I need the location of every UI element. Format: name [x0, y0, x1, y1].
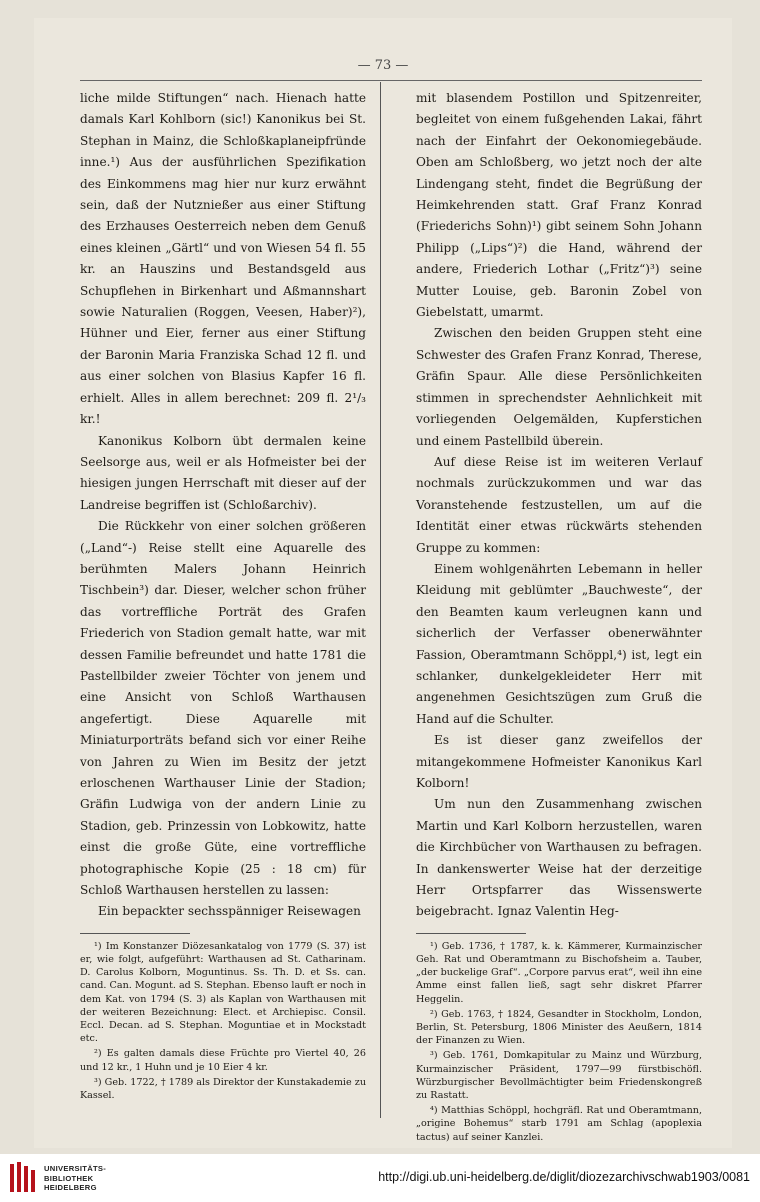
right-paragraph-2: Zwischen den beiden Gruppen steht eine Schwester des Grafen Franz Konrad, Therese, Gräfin Spaur. Alle diese Persönlichkeiten stimmen in sprechendster Aehnlichkeit mit vorliegenden Oelgemälden, Kupferstichen und einem Pastellbild überein.	[416, 326, 702, 448]
right-footnote-2: ²) Geb. 1763, † 1824, Gesandter in Stockholm, London, Berlin, St. Petersburg, 1806 Minister des Aeußern, 1814 der Finanzen zu Wien.	[416, 1008, 702, 1047]
footer-bar	[0, 1154, 760, 1202]
logo-stripe	[24, 1166, 28, 1192]
right-paragraph-3: Auf diese Reise ist im weiteren Verlauf nochmals zurückzukommen und war das Voranstehende festzustellen, um auf die Identität einer etwas rückwärts stehenden Gruppe zu kommen:	[416, 454, 702, 555]
library-name-line: HEIDELBERG	[44, 1183, 97, 1193]
left-footnote-1: ¹) Im Konstanzer Diözesankatalog von 1779 (S. 37) ist er, wie folgt, aufgeführt: Warthausen ad St. Catharinam. D. Carolus Kolborn, Moguntinus. Ss. Th. D. et Ss. can. cand. Can. Mogunt. ad S. Stephan. Ebenso lauft er noch in dem Kat. von 1794 (S. 3) als Kaplan von Warthausen mit der weiteren Bezeichnung: Elect. et Archiepisc. Consil. Eccl. Decan. ad S. Stephan. Moguntiae et in Mockstadt etc.	[80, 940, 366, 1045]
document-page	[34, 18, 732, 1148]
right-paragraph-1: mit blasendem Postillon und Spitzenreiter, begleitet von einem fußgehenden Lakai, fährt nach der Einfahrt der Oekonomiegebäude. Oben am Schloßberg, wo jetzt noch der alte Lindengang steht, findet die Begrüßung der Heimkehrenden statt. Graf Franz Konrad (Friederichs Sohn)¹) gibt seinem Sohn Johann Philipp („Lips“)²) die Hand, während der andere, Friederich Lothar („Fritz“)³) seine Mutter Louise, geb. Baronin Zobel von Giebelstatt, umarmt.	[416, 91, 702, 320]
left-paragraph-1: liche milde Stiftungen“ nach. Hienach hatte damals Karl Kohlborn (sic!) Kanonikus bei St. Stephan in Mainz, die Schloßkaplaneipfründe inne.¹) Aus der ausführlichen Spezifikation des Einkommens mag hier nur kurz erwähnt sein, daß der Nutznießer aus einer Stiftung des Erzhauses Oesterreich neben dem Genuß eines kleinen „Gärtl“ und von Wiesen 54 fl. 55 kr. an Hauszins und Bestandsgeld aus Schupflehen in Birkenhart und Aßmannshart sowie Naturalien (Roggen, Veesen, Haber)²), Hühner und Eier, ferner aus einer Stiftung der Baronin Maria Franziska Schad 12 fl. und aus einer solchen von Blasius Kapfer 16 fl. erhielt. Alles in allem berechnet: 209 fl. 2¹/₃ kr.!	[80, 91, 366, 427]
right-footnote-3: ³) Geb. 1761, Domkapitular zu Mainz und Würzburg, Kurmainzischer Präsident, 1797—99 fürstbischöfl. Würzburgischer Bevollmächtigter beim Friedenskongreß zu Rastatt.	[416, 1050, 702, 1102]
right-footnote-1: ¹) Geb. 1736, † 1787, k. k. Kämmerer, Kurmainzischer Geh. Rat und Oberamtmann zu Bischofsheim a. Tauber, „der buckelige Graf“. „Corpore parvus erat“, weil ihn eine Amme einst fallen ließ, sagt sehr diskret Pfarrer Heggelin.	[416, 940, 702, 1005]
header-rule	[80, 80, 702, 81]
left-paragraph-3: Die Rückkehr von einer solchen größeren („Land“-) Reise stellt eine Aquarelle des berühmten Malers Johann Heinrich Tischbein³) dar. Dieser, welcher schon früher das vortreffliche Porträt des Grafen Friederich von Stadion gemalt hatte, war mit dessen Familie befreundet und hatte 1781 die Pastellbilder zweier Töchter von jenem und eine Ansicht von Schloß Warthausen angefertigt. Diese Aquarelle mit Miniaturporträts befand sich vor einer Reihe von Jahren zu Wien im Besitz der jetzt erloschenen Warthauser Linie der Stadion; Gräfin Ludwiga von der andern Linie zu Stadion, geb. Prinzessin von Lobkowitz, hatte einst die große Güte, eine vortreffliche photographische Kopie (25 : 18 cm) für Schloß Warthausen herstellen zu lassen:	[80, 519, 366, 898]
left-footnote-rule	[80, 933, 190, 934]
library-logo-icon[interactable]	[8, 1160, 38, 1196]
left-column	[80, 88, 366, 1104]
library-name	[44, 1164, 106, 1193]
right-paragraph-4: Einem wohlgenährten Lebemann in heller Kleidung mit geblümter „Bauchweste“, der den Beamten kaum verleugnen kann und sicherlich der Verfasser obenerwähnter Fassion, Oberamtmann Schöppl,⁴) ist, legt ein schlanker, dunkelgekleideter Herr mit angenehmen Gesichtszügen zum Gruß die Hand auf die Schulter.	[416, 561, 702, 726]
right-column	[416, 88, 702, 1146]
column-divider	[380, 82, 381, 1118]
page-number: — 73 —	[357, 58, 409, 73]
left-paragraph-4: Ein bepackter sechsspänniger Reisewagen	[98, 904, 361, 919]
logo-stripe	[31, 1170, 35, 1192]
right-footnote-4: ⁴) Matthias Schöppl, hochgräfl. Rat und Oberamtmann, „origine Bohemus“ starb 1791 am Schlag (apoplexia tactus) auf seiner Kanzlei.	[416, 1105, 702, 1143]
logo-stripe	[17, 1162, 21, 1192]
left-footnote-2: ²) Es galten damals diese Früchte pro Viertel 40, 26 und 12 kr., 1 Huhn und je 10 Eier 4 kr.	[80, 1048, 366, 1073]
library-name-line: BIBLIOTHEK	[44, 1173, 94, 1183]
source-url-link[interactable]: http://digi.ub.uni-heidelberg.de/diglit/diozezarchivschwab1903/0081	[378, 1170, 750, 1184]
library-name-line: UNIVERSITÄTS-	[44, 1164, 107, 1173]
right-footnote-rule	[416, 933, 526, 934]
right-paragraph-6: Um nun den Zusammenhang zwischen Martin und Karl Kolborn herzustellen, waren die Kirchbücher von Warthausen zu befragen. In dankenswerter Weise hat der derzeitige Herr Ortspfarrer das Wissenswerte beigebracht. Ignaz Valentin Heg-	[416, 797, 702, 919]
left-paragraph-2: Kanonikus Kolborn übt dermalen keine Seelsorge aus, weil er als Hofmeister bei der hiesigen jungen Herrschaft mit dieser auf der Landreise begriffen ist (Schloßarchiv).	[80, 433, 366, 512]
logo-stripe	[10, 1164, 14, 1192]
left-footnote-3: ³) Geb. 1722, † 1789 als Direktor der Kunstakademie zu Kassel.	[80, 1076, 366, 1102]
right-paragraph-5: Es ist dieser ganz zweifellos der mitangekommene Hofmeister Kanonikus Karl Kolborn!	[416, 733, 702, 790]
